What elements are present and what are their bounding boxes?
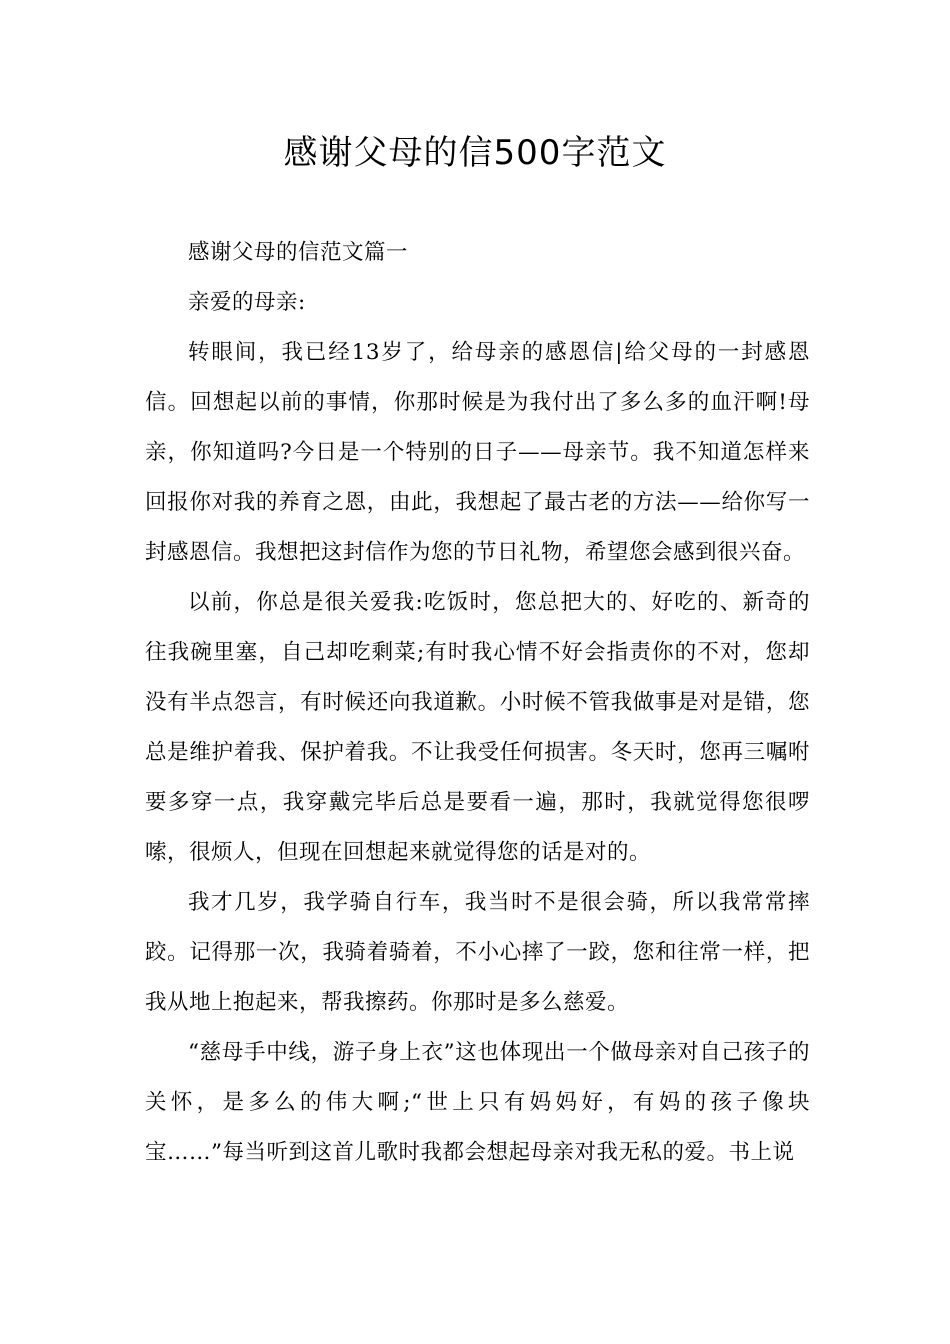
body-paragraph: 转眼间，我已经13岁了，给母亲的感恩信|给父母的一封感恩信。回想起以前的事情，你那时候是为我付出了多么多的血汗啊!母亲，你知道吗?今日是一个特别的日子——母亲节。我不知道怎样来回报你对我的养育之恩，由此，我想起了最古老的方法——给你写一封感恩信。我想把这封信作为您的节日礼物，希望您会感到很兴奋。 <box>145 340 810 565</box>
body-paragraph: “慈母手中线，游子身上衣”这也体现出一个做母亲对自己孩子的关怀，是多么的伟大啊;“世上只有妈妈好，有妈的孩子像块宝……”每当听到这首儿歌时我都会想起母亲对我无私的爱。书上说 <box>145 1040 810 1165</box>
body-paragraph: 我才几岁，我学骑自行车，我当时不是很会骑，所以我常常摔跤。记得那一次，我骑着骑着，不小心摔了一跤，您和往常一样，把我从地上抱起来，帮我擦药。你那时是多么慈爱。 <box>145 890 810 1015</box>
body-paragraph: 以前，你总是很关爱我:吃饭时，您总把大的、好吃的、新奇的往我碗里塞，自己却吃剩菜;有时我心情不好会指责你的不对，您却没有半点怨言，有时候还向我道歉。小时候不管我做事是对是错，您总是维护着我、保护着我。不让我受任何损害。冬天时，您再三嘱咐要多穿一点，我穿戴完毕后总是要看一遍，那时，我就觉得您很啰嗦，很烦人，但现在回想起来就觉得您的话是对的。 <box>145 590 810 865</box>
salutation: 亲爱的母亲: <box>188 290 306 315</box>
document-title: 感谢父母的信500字范文 <box>283 133 667 173</box>
document-body <box>145 228 810 1178</box>
section-heading: 感谢父母的信范文篇一 <box>188 240 409 265</box>
